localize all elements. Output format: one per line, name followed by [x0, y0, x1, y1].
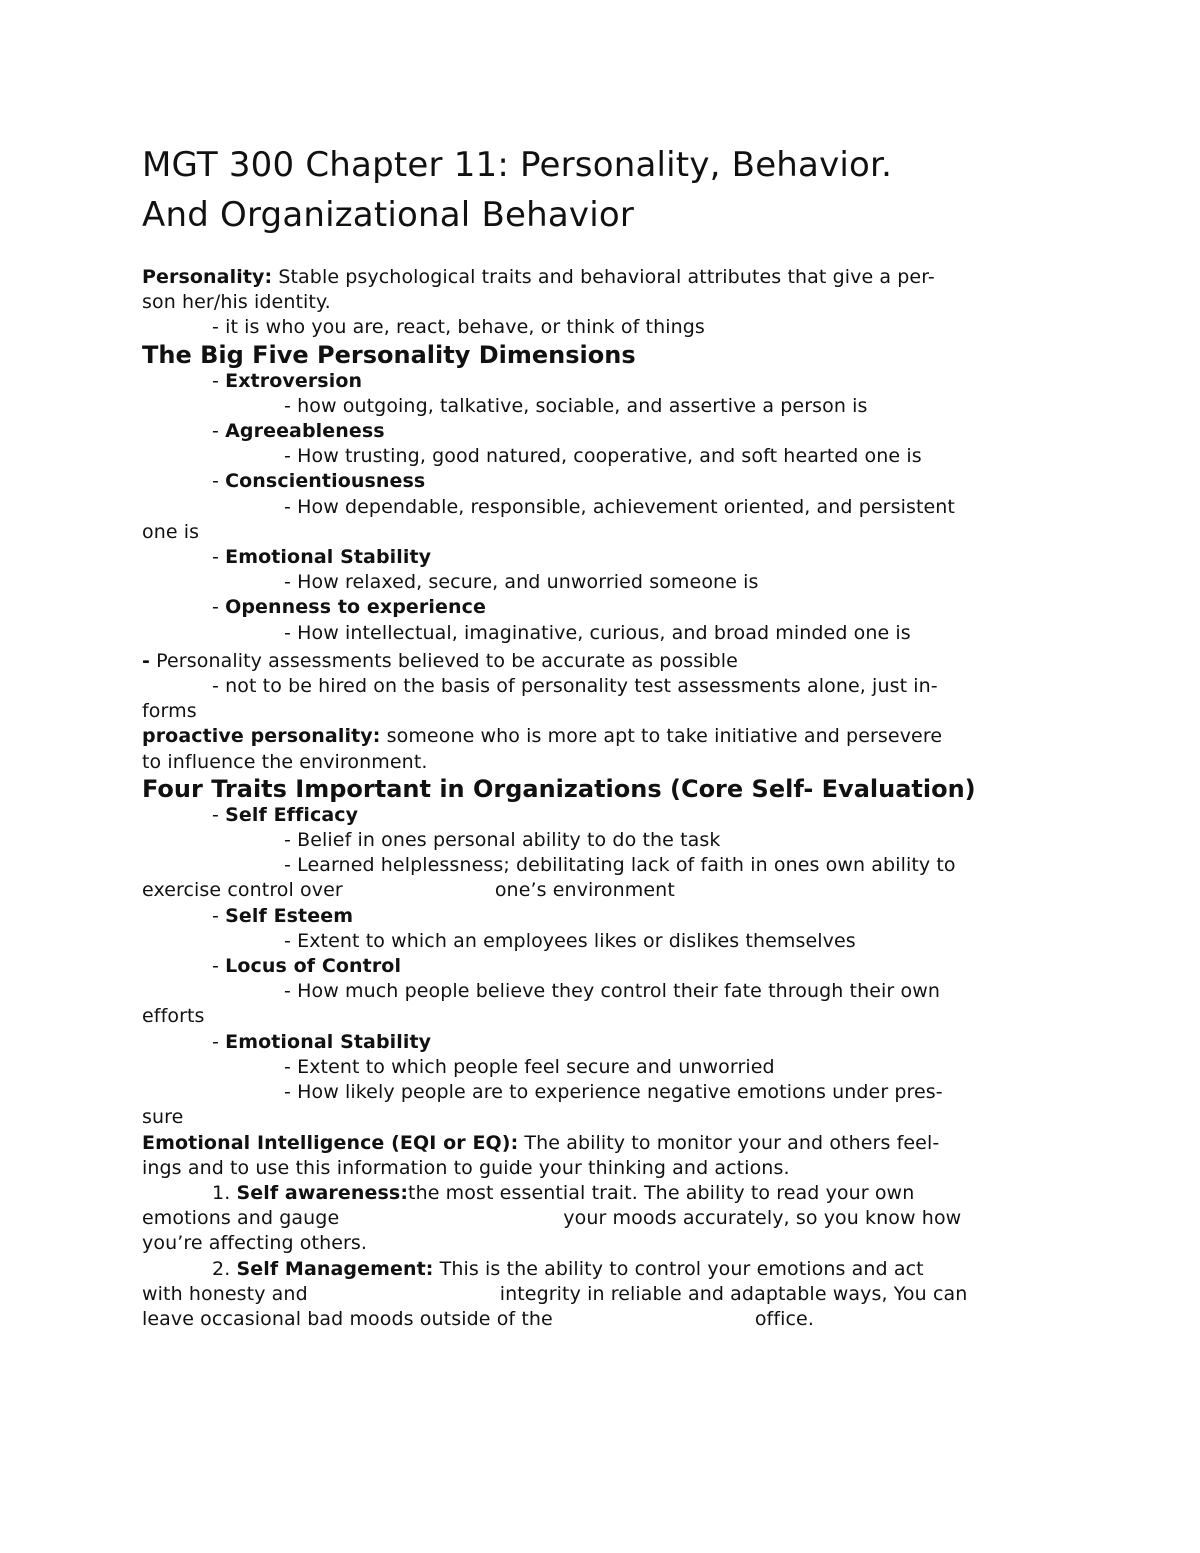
trait-description: - how outgoing, talkative, sociable, and assertive a person is: [284, 394, 868, 417]
big-five-item: - Openness to experience: [212, 596, 486, 619]
trait-description-cont: sure: [142, 1106, 184, 1129]
title-line-2: And Organizational Behavior: [142, 195, 635, 235]
trait-name: Agreeableness: [225, 420, 385, 443]
trait-description: - Learned helplessness; debilitating lack of faith in ones own ability to: [284, 854, 956, 877]
personality-term: Personality:: [142, 266, 273, 288]
personality-def-line1: Stable psychological traits and behavioral attributes that give a per-: [272, 266, 935, 288]
eq-def-line2: ings and to use this information to guide your thinking and actions.: [142, 1156, 790, 1179]
trait-name: Emotional Stability: [225, 546, 432, 569]
trait-description: - How intellectual, imaginative, curious, and broad minded one is: [284, 621, 911, 644]
eq-term: Emotional Intelligence (EQI or EQ):: [142, 1131, 519, 1154]
trait-description-cont: efforts: [142, 1005, 205, 1028]
eq-def-line1: The ability to monitor your and others feel-: [518, 1131, 940, 1154]
eq-item-cont: with honesty and integrity in reliable and adaptable ways, You can: [142, 1282, 968, 1305]
trait-name: Locus of Control: [225, 955, 402, 978]
assessment-line: [142, 649, 1062, 674]
document-page: [142, 140, 1062, 1332]
core-trait-item: - Emotional Stability: [212, 1030, 432, 1053]
eq-item: 1. Self awareness:the most essential trait. The ability to read your own: [212, 1181, 915, 1204]
core-trait-item: - Self Esteem: [212, 904, 354, 927]
trait-description: - How dependable, responsible, achievement oriented, and persistent: [284, 495, 955, 518]
trait-description: - How much people believe they control their fate through their own: [284, 980, 940, 1003]
assessment-text: Personality assessments believed to be accurate as possible: [150, 649, 738, 672]
trait-name: Emotional Stability: [225, 1030, 432, 1053]
proactive-definition: [142, 724, 1062, 749]
personality-definition: [142, 265, 1062, 290]
eq-item-term: Self Management:: [236, 1257, 434, 1280]
assessment-dash: -: [142, 649, 150, 672]
big-five-item: - Emotional Stability: [212, 546, 432, 569]
big-five-heading: The Big Five Personality Dimensions: [142, 340, 636, 369]
big-five-item: - Conscientiousness: [212, 470, 426, 493]
trait-name: Openness to experience: [225, 596, 486, 619]
eq-item: 2. Self Management: This is the ability to control your emotions and act: [212, 1257, 924, 1280]
core-self-heading: Four Traits Important in Organizations (Core Self- Evaluation): [142, 774, 976, 803]
trait-description: - How relaxed, secure, and unworried someone is: [284, 571, 759, 594]
core-trait-item: - Self Efficacy: [212, 803, 359, 826]
proactive-def-line2: to influence the environment.: [142, 750, 428, 773]
proactive-term: proactive personality:: [142, 725, 381, 748]
assessment-sub-line1: - not to be hired on the basis of personality test assessments alone, just in-: [212, 675, 938, 698]
document-title: [142, 140, 1062, 240]
eq-item-cont: you’re affecting others.: [142, 1232, 368, 1255]
trait-name: Self Efficacy: [225, 803, 359, 826]
trait-description: - How trusting, good natured, cooperative, and soft hearted one is: [284, 445, 922, 468]
proactive-def-line1: someone who is more apt to take initiative and persevere: [380, 725, 943, 748]
eq-item-cont: emotions and gauge your moods accurately, so you know how: [142, 1207, 962, 1230]
core-trait-item: - Locus of Control: [212, 955, 402, 978]
eq-item-cont: leave occasional bad moods outside of the office.: [142, 1307, 814, 1330]
personality-def-line2: son her/his identity.: [142, 291, 331, 314]
eq-definition: [142, 1131, 1062, 1156]
trait-name: Conscientiousness: [225, 470, 426, 493]
trait-description: - Extent to which people feel secure and unworried: [284, 1055, 775, 1078]
assessment-sub-line2: forms: [142, 700, 197, 723]
trait-description: - Extent to which an employees likes or dislikes themselves: [284, 929, 856, 952]
big-five-item: - Extroversion: [212, 369, 363, 392]
trait-name: Self Esteem: [225, 904, 354, 927]
trait-description: - Belief in ones personal ability to do the task: [284, 829, 721, 852]
trait-name: Extroversion: [225, 369, 363, 392]
personality-note: - it is who you are, react, behave, or think of things: [212, 316, 705, 339]
big-five-item: - Agreeableness: [212, 420, 385, 443]
title-line-1: MGT 300 Chapter 11: Personality, Behavior.: [142, 145, 893, 185]
trait-description-cont: exercise control over one’s environment: [142, 879, 675, 902]
trait-description: - How likely people are to experience negative emotions under pres-: [284, 1081, 943, 1104]
eq-item-term: Self awareness:: [236, 1181, 409, 1204]
trait-description-cont: one is: [142, 520, 200, 543]
